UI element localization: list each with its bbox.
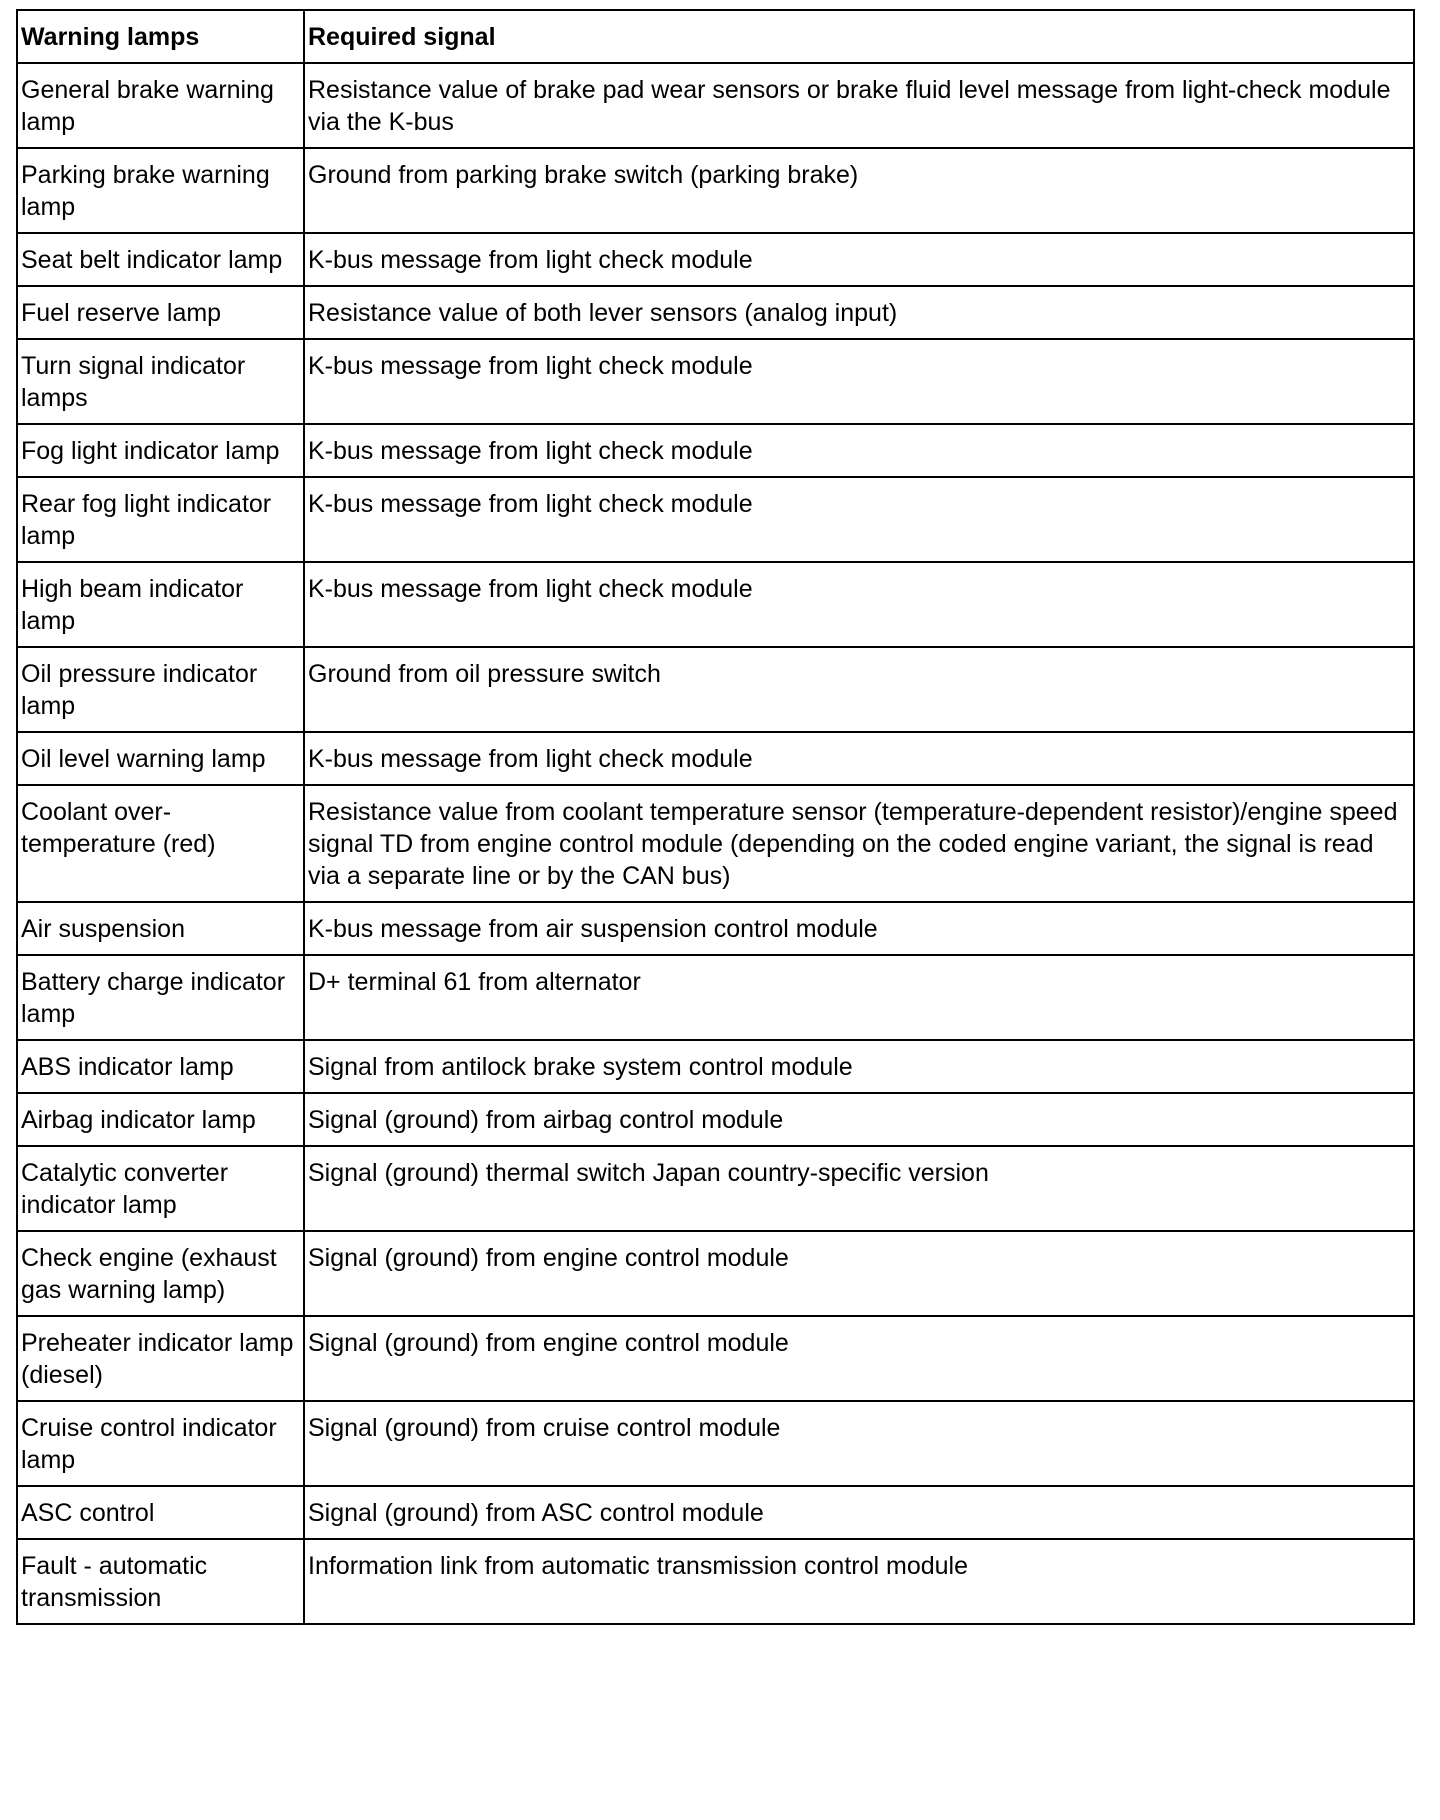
lamp-cell: Catalytic converter indicator lamp [17,1146,304,1231]
header-warning-lamps: Warning lamps [17,10,304,63]
signal-cell: Signal (ground) from cruise control module [304,1401,1414,1486]
table-row [17,1539,1414,1624]
signal-cell: K-bus message from light check module [304,424,1414,477]
lamp-cell: General brake warning lamp [17,63,304,148]
lamp-cell: Cruise control indicator lamp [17,1401,304,1486]
table-row [17,424,1414,477]
lamp-cell: Coolant over-temperature (red) [17,785,304,902]
lamp-cell: Oil pressure indicator lamp [17,647,304,732]
table-row [17,1146,1414,1231]
signal-cell: Signal (ground) from engine control module [304,1316,1414,1401]
signal-cell: Signal (ground) from ASC control module [304,1486,1414,1539]
table-row [17,1231,1414,1316]
lamp-cell: Seat belt indicator lamp [17,233,304,286]
table-row [17,955,1414,1040]
table-row [17,1316,1414,1401]
lamp-cell: ASC control [17,1486,304,1539]
lamp-cell: Fog light indicator lamp [17,424,304,477]
table-header-row [17,10,1414,63]
signal-cell: K-bus message from light check module [304,339,1414,424]
table-row [17,785,1414,902]
table-row [17,562,1414,647]
table-row [17,148,1414,233]
signal-cell: K-bus message from light check module [304,233,1414,286]
signal-cell: Signal (ground) from engine control module [304,1231,1414,1316]
table-row [17,1486,1414,1539]
signal-cell: Information link from automatic transmission control module [304,1539,1414,1624]
table-row [17,63,1414,148]
warning-lamps-table [16,9,1415,1625]
lamp-cell: Air suspension [17,902,304,955]
table-row [17,732,1414,785]
signal-cell: Resistance value of both lever sensors (analog input) [304,286,1414,339]
table-row [17,902,1414,955]
table-row [17,1401,1414,1486]
signal-cell: Resistance value from coolant temperature sensor (temperature-dependent resistor)/engine speed signal TD from engine control module (depending on the coded engine variant, the signal is read via a separate line or by the CAN bus) [304,785,1414,902]
signal-cell: Signal (ground) thermal switch Japan country-specific version [304,1146,1414,1231]
table-row [17,647,1414,732]
table-row [17,286,1414,339]
lamp-cell: Fault - automatic transmission [17,1539,304,1624]
signal-cell: K-bus message from light check module [304,732,1414,785]
signal-cell: K-bus message from light check module [304,477,1414,562]
table-row [17,477,1414,562]
signal-cell: Ground from parking brake switch (parking brake) [304,148,1414,233]
lamp-cell: Rear fog light indicator lamp [17,477,304,562]
lamp-cell: Preheater indicator lamp (diesel) [17,1316,304,1401]
table-row [17,233,1414,286]
table-row [17,339,1414,424]
signal-cell: Signal (ground) from airbag control module [304,1093,1414,1146]
signal-cell: Signal from antilock brake system control module [304,1040,1414,1093]
table-row [17,1040,1414,1093]
lamp-cell: Fuel reserve lamp [17,286,304,339]
lamp-cell: Turn signal indicator lamps [17,339,304,424]
lamp-cell: Parking brake warning lamp [17,148,304,233]
signal-cell: K-bus message from light check module [304,562,1414,647]
signal-cell: D+ terminal 61 from alternator [304,955,1414,1040]
lamp-cell: Oil level warning lamp [17,732,304,785]
signal-cell: K-bus message from air suspension control module [304,902,1414,955]
lamp-cell: Airbag indicator lamp [17,1093,304,1146]
lamp-cell: High beam indicator lamp [17,562,304,647]
table-row [17,1093,1414,1146]
signal-cell: Ground from oil pressure switch [304,647,1414,732]
lamp-cell: Battery charge indicator lamp [17,955,304,1040]
lamp-cell: ABS indicator lamp [17,1040,304,1093]
header-required-signal: Required signal [304,10,1414,63]
lamp-cell: Check engine (exhaust gas warning lamp) [17,1231,304,1316]
signal-cell: Resistance value of brake pad wear sensors or brake fluid level message from light-check module via the K-bus [304,63,1414,148]
